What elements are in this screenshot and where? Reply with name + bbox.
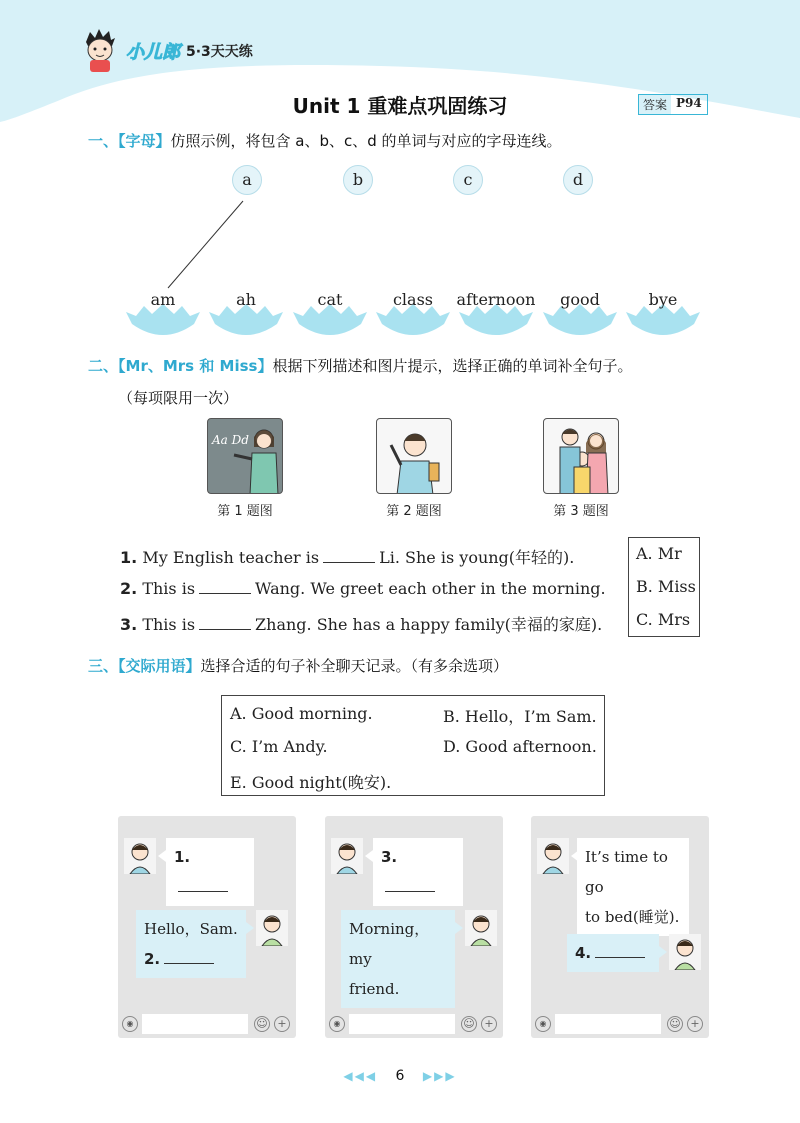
question-1 (120, 545, 574, 568)
chat-bubble-q1[interactable] (166, 838, 254, 906)
plus-icon[interactable]: + (274, 1016, 290, 1032)
picture-family (543, 418, 619, 494)
option-c: C. Mrs (636, 610, 691, 629)
answer-blank[interactable] (595, 944, 645, 958)
question-number: 1. (120, 548, 138, 567)
choice-b: B. Hello，I’m Sam. (443, 707, 597, 726)
question-number: 3. (381, 848, 398, 866)
choice-c: C. I’m Andy. (230, 737, 328, 756)
answer-blank[interactable] (178, 878, 228, 892)
section2-tag: 【Mr、Mrs 和 Miss】 (118, 357, 273, 375)
chat-bubble-q3[interactable] (373, 838, 463, 906)
answer-blank[interactable] (164, 950, 214, 964)
section3-heading (88, 655, 508, 676)
message-input[interactable] (555, 1014, 661, 1034)
answer-blank[interactable] (385, 878, 435, 892)
letter-c[interactable]: c (453, 165, 483, 195)
section1-number: 一、 (88, 132, 119, 150)
word-good[interactable] (539, 290, 621, 340)
question-3 (120, 612, 602, 635)
chat-window-2 (325, 816, 503, 1038)
letter-a[interactable]: a (232, 165, 262, 195)
word-label: class (392, 290, 434, 309)
word-label: good (560, 290, 600, 309)
word-cat[interactable] (289, 290, 371, 340)
letter-b[interactable]: b (343, 165, 373, 195)
word-ah[interactable] (205, 290, 287, 340)
voice-icon[interactable]: ◉ (122, 1016, 138, 1032)
andy-avatar (669, 934, 701, 970)
bubble-tail (455, 922, 463, 934)
voice-icon[interactable]: ◉ (329, 1016, 345, 1032)
message-input[interactable] (349, 1014, 455, 1034)
choice-d: D. Good afternoon. (443, 737, 597, 756)
chat-bubble-reply (136, 910, 246, 978)
option-a: A. Mr (636, 544, 682, 563)
bubble-tail (158, 850, 166, 862)
emoji-icon[interactable]: ☺ (667, 1016, 683, 1032)
choice-a: A. Good morning. (230, 704, 373, 723)
section2-heading (88, 355, 632, 376)
question-text-after: Wang. We greet each other in the morning. (255, 579, 606, 598)
choice-e: E. Good night(晚安). (230, 773, 392, 792)
answer-blank[interactable] (199, 580, 251, 594)
word-class[interactable] (372, 290, 454, 340)
chat-window-3 (531, 816, 709, 1038)
question-text-after: Zhang. She has a happy family(幸福的家庭). (255, 615, 603, 634)
chat-input-bar (531, 1010, 709, 1038)
section1-instruction: 仿照示例，将包含 a、b、c、d 的单词与对应的字母连线。 (170, 132, 562, 150)
question-number: 2. (120, 579, 138, 598)
andy-avatar (256, 910, 288, 946)
bubble-tail (365, 850, 373, 862)
answer-label: 答案 (639, 95, 671, 114)
emoji-icon[interactable]: ☺ (254, 1016, 270, 1032)
bubble-tail (246, 922, 254, 934)
section1-tag: 【字母】 (118, 132, 171, 150)
question-text-before: My English teacher is (142, 548, 320, 567)
section3-number: 三、 (88, 657, 119, 675)
message-line2: to bed(睡觉). (585, 908, 680, 926)
answer-blank[interactable] (199, 616, 251, 630)
message-input[interactable] (142, 1014, 248, 1034)
picture-caption-3: 第 3 题图 (553, 504, 609, 519)
chat-input-bar (325, 1010, 503, 1038)
answer-blank[interactable] (323, 549, 375, 563)
chat-bubble-reply (341, 910, 455, 1008)
word-label: am (150, 290, 176, 309)
question-number: 4. (575, 944, 592, 962)
brand-logo: 小儿郎 (126, 42, 180, 63)
board-text: Aa Dd (212, 433, 249, 447)
picture-caption-2: 第 2 题图 (386, 504, 442, 519)
picture-boy (376, 418, 452, 494)
voice-icon[interactable]: ◉ (535, 1016, 551, 1032)
question-text-after: Li. She is young(年轻的). (379, 548, 575, 567)
plus-icon[interactable]: + (687, 1016, 703, 1032)
word-am[interactable] (122, 290, 204, 340)
left-arrows-icon: ◀◀◀ (343, 1069, 378, 1083)
word-label: cat (317, 290, 343, 309)
section3-instruction: 选择合适的句子补全聊天记录。（有多余选项） (200, 657, 509, 675)
options-box (628, 537, 700, 637)
sam-avatar (124, 838, 156, 874)
reply-text: Hello，Sam. (144, 920, 238, 938)
chat-window-1 (118, 816, 296, 1038)
word-afternoon[interactable] (455, 290, 537, 340)
word-label: afternoon (456, 290, 536, 309)
section2-instruction: 根据下列描述和图片提示，选择正确的单词补全句子。 (272, 357, 633, 375)
word-label: ah (236, 290, 256, 309)
bubble-tail (659, 946, 667, 958)
reply-text-line2: friend. (349, 980, 400, 998)
right-arrows-icon: ▶▶▶ (422, 1069, 457, 1083)
chat-bubble-q4[interactable] (567, 934, 659, 972)
word-label: bye (648, 290, 678, 309)
series-name: 5·3天天练 (186, 44, 253, 60)
sam-avatar (331, 838, 363, 874)
section2-number: 二、 (88, 357, 119, 375)
answer-page: P94 (676, 96, 702, 110)
word-bye[interactable] (622, 290, 704, 340)
page-title: Unit 1 重难点巩固练习 (292, 94, 508, 118)
question-number: 1. (174, 848, 191, 866)
section3-tag: 【交际用语】 (118, 657, 201, 675)
sam-avatar (537, 838, 569, 874)
question-text-before: This is (142, 615, 196, 634)
emoji-icon[interactable]: ☺ (461, 1016, 477, 1032)
question-number: 2. (144, 950, 161, 968)
option-b: B. Miss (636, 577, 696, 596)
plus-icon[interactable]: + (481, 1016, 497, 1032)
example-link-line (0, 0, 800, 340)
choices-box (221, 695, 605, 796)
question-2 (120, 579, 606, 598)
question-text-before: This is (142, 579, 196, 598)
message-line1: It’s time to go (585, 848, 668, 896)
page-number: 6 (395, 1068, 405, 1084)
letter-d[interactable]: d (563, 165, 593, 195)
chat-bubble-message (577, 838, 689, 936)
reply-text-line1: Morning，my (349, 920, 430, 968)
andy-avatar (465, 910, 497, 946)
picture-caption-1: 第 1 题图 (217, 504, 273, 519)
question-number: 3. (120, 615, 138, 634)
picture-teacher (207, 418, 283, 494)
section2-note: （每项限用一次） (118, 389, 239, 407)
chat-input-bar (118, 1010, 296, 1038)
page-footer (0, 1068, 800, 1084)
